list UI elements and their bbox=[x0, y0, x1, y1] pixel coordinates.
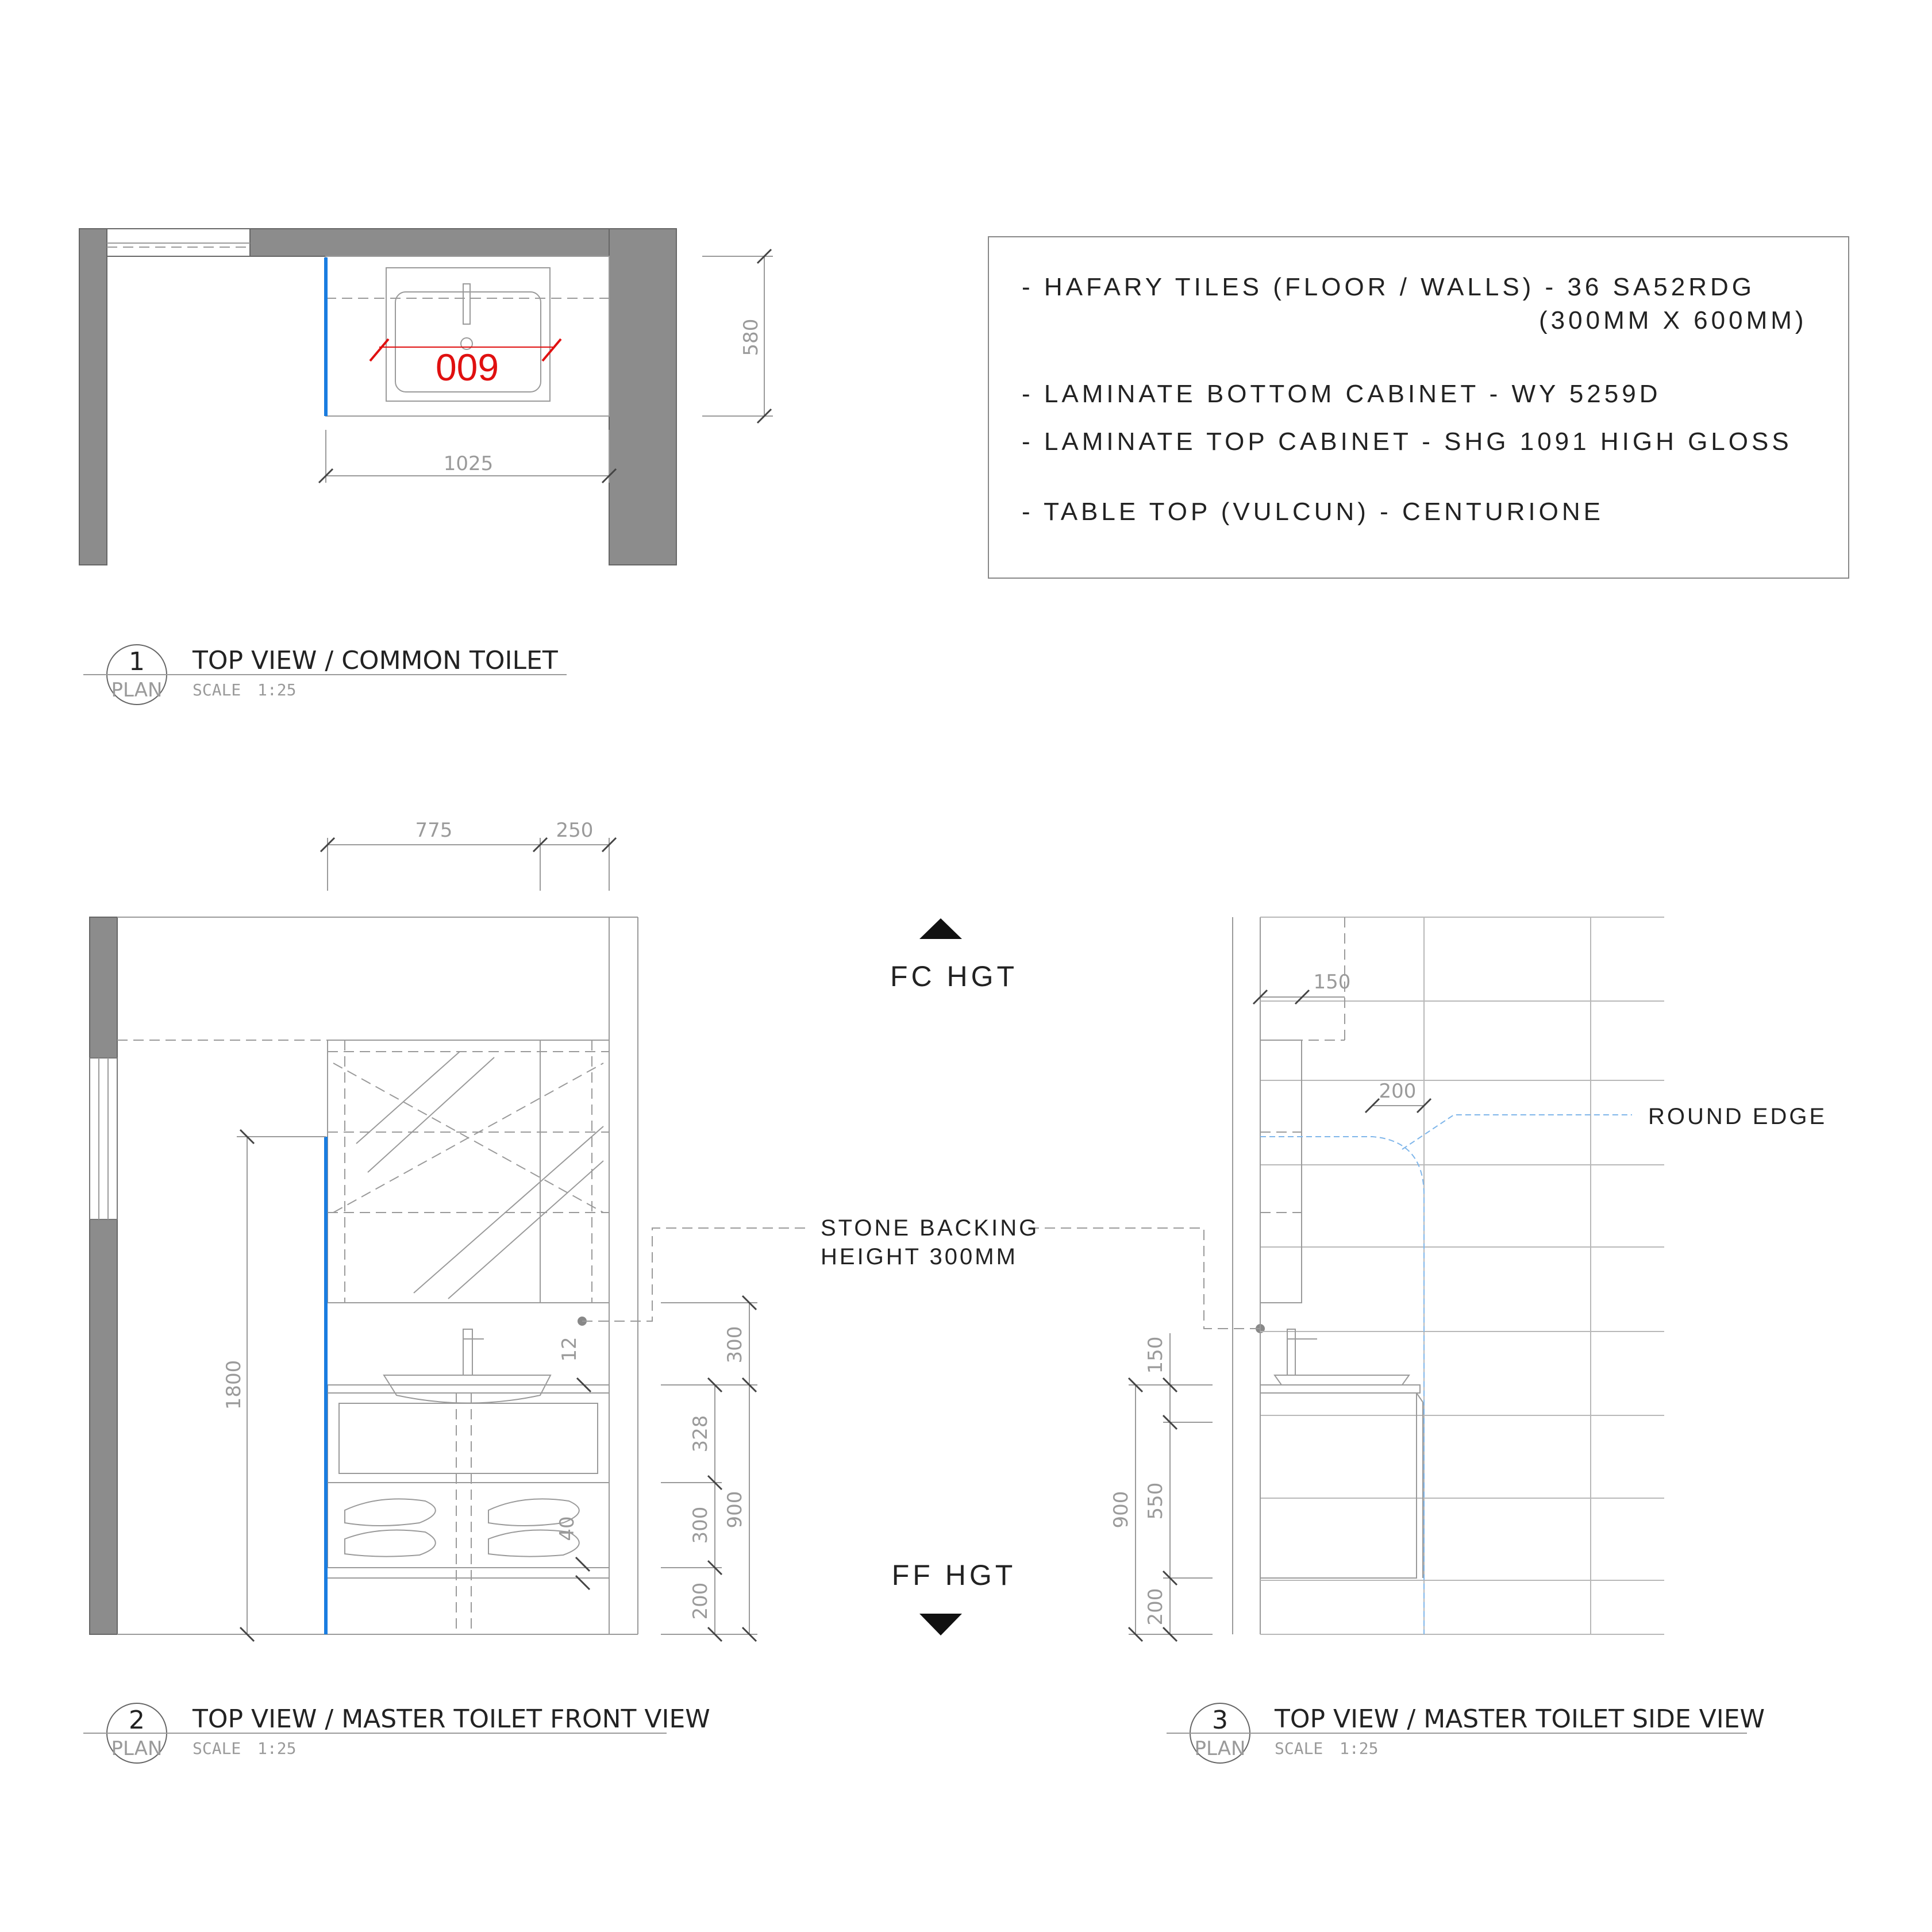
dim-1025: 1025 bbox=[443, 452, 494, 475]
drawing-title: TOP VIEW / COMMON TOILET bbox=[193, 646, 558, 675]
mirror-reflection-line bbox=[368, 1057, 494, 1172]
note-tiles-size: (300MM X 600MM) bbox=[1539, 306, 1807, 334]
title-block-2 bbox=[83, 1703, 710, 1763]
basin-icon bbox=[1275, 1375, 1409, 1385]
left-wall bbox=[79, 229, 107, 565]
drawing-kind: PLAN bbox=[1194, 1737, 1246, 1760]
left-wall-lower bbox=[90, 1219, 117, 1634]
basin-icon bbox=[384, 1375, 551, 1403]
scale-label: SCALE bbox=[193, 680, 241, 699]
scale-value: 1:25 bbox=[1340, 1739, 1379, 1758]
window-section bbox=[90, 1058, 117, 1219]
drawing-kind: PLAN bbox=[111, 1737, 163, 1760]
drawer-front-edge bbox=[1417, 1393, 1423, 1402]
mirror-cabinet bbox=[328, 1040, 609, 1303]
stone-backing-callout bbox=[578, 1215, 1265, 1333]
counter-top bbox=[1260, 1385, 1420, 1393]
counter-top bbox=[328, 1385, 609, 1393]
dim-200-radius: 200 bbox=[1379, 1080, 1417, 1103]
dim-1800: 1800 bbox=[222, 1360, 245, 1410]
tap-icon bbox=[463, 284, 470, 324]
handle-icon bbox=[345, 1499, 436, 1526]
drawing-number: 1 bbox=[129, 647, 145, 676]
dim-200-plinth: 200 bbox=[1144, 1588, 1167, 1626]
scale-label: SCALE bbox=[193, 1739, 241, 1758]
scale-value: 1:25 bbox=[257, 680, 297, 699]
round-edge-leader bbox=[1402, 1115, 1632, 1149]
dim-12: 12 bbox=[558, 1337, 581, 1362]
dim-550: 550 bbox=[1144, 1482, 1167, 1520]
mirror-reflection-line bbox=[356, 1052, 460, 1144]
material-notes bbox=[988, 237, 1849, 578]
dim-580: 580 bbox=[740, 318, 763, 356]
dim-200-plinth: 200 bbox=[689, 1582, 712, 1620]
dim-150-counter: 150 bbox=[1144, 1336, 1167, 1374]
dim-775: 775 bbox=[415, 819, 453, 842]
note-tiles: - HAFARY TILES (FLOOR / WALLS) - 36 SA52RDG bbox=[1022, 273, 1756, 301]
cabinet-side bbox=[1260, 1393, 1417, 1578]
scale-value: 1:25 bbox=[257, 1739, 297, 1758]
round-edge-label: ROUND EDGE bbox=[1648, 1104, 1827, 1129]
drawer-upper-panel bbox=[339, 1403, 598, 1473]
stone-backing-height: HEIGHT 300MM bbox=[821, 1244, 1018, 1269]
fc-arrow-icon bbox=[919, 918, 962, 939]
note-table-top: - TABLE TOP (VULCUN) - CENTURIONE bbox=[1022, 498, 1604, 526]
scale-label: SCALE bbox=[1275, 1739, 1323, 1758]
drawing-number: 3 bbox=[1212, 1706, 1228, 1735]
dim-300-drawer: 300 bbox=[689, 1506, 712, 1544]
drawing-title: TOP VIEW / MASTER TOILET SIDE VIEW bbox=[1275, 1704, 1765, 1734]
right-wall bbox=[609, 229, 676, 565]
mirror-cabinet-side bbox=[1260, 1040, 1302, 1303]
section-tag: 009 bbox=[435, 346, 499, 388]
title-block-1 bbox=[83, 645, 567, 705]
front-elevation bbox=[90, 819, 757, 1641]
title-block-3 bbox=[1167, 1703, 1765, 1763]
dim-tick bbox=[576, 1557, 590, 1571]
dim-328: 328 bbox=[689, 1415, 712, 1453]
dim-900: 900 bbox=[1110, 1491, 1133, 1529]
dim-40: 40 bbox=[556, 1516, 579, 1541]
mirror-reflection-line bbox=[414, 1126, 603, 1293]
drawing-number: 2 bbox=[129, 1706, 145, 1735]
dim-900: 900 bbox=[723, 1491, 746, 1529]
handle-icon bbox=[345, 1530, 436, 1556]
leader-line-left bbox=[582, 1228, 807, 1321]
note-bottom-cabinet: - LAMINATE BOTTOM CABINET - WY 5259D bbox=[1022, 380, 1661, 408]
fc-hgt-label: FC HGT bbox=[890, 960, 1018, 992]
tap-icon bbox=[463, 1329, 472, 1375]
dim-300-stone: 300 bbox=[723, 1326, 746, 1364]
plan-common-toilet bbox=[79, 229, 773, 565]
side-elevation bbox=[1110, 917, 1827, 1641]
ff-arrow-icon bbox=[919, 1614, 962, 1635]
drawing-kind: PLAN bbox=[111, 679, 163, 702]
leader-line-right bbox=[1029, 1228, 1260, 1329]
tap-icon bbox=[1287, 1329, 1295, 1375]
ff-hgt-label: FF HGT bbox=[891, 1559, 1017, 1591]
dim-150-mirror: 150 bbox=[1313, 971, 1351, 994]
mirror-reflection-line bbox=[448, 1161, 603, 1299]
drawer-upper bbox=[328, 1393, 609, 1483]
note-top-cabinet: - LAMINATE TOP CABINET - SHG 1091 HIGH GLOSS bbox=[1022, 428, 1792, 456]
section-tick-right bbox=[542, 339, 561, 361]
left-wall-upper bbox=[90, 917, 117, 1058]
drawing-title: TOP VIEW / MASTER TOILET FRONT VIEW bbox=[193, 1704, 710, 1734]
dim-250: 250 bbox=[556, 819, 594, 842]
height-markers bbox=[890, 918, 1018, 1635]
stone-backing-label: STONE BACKING bbox=[821, 1215, 1040, 1241]
